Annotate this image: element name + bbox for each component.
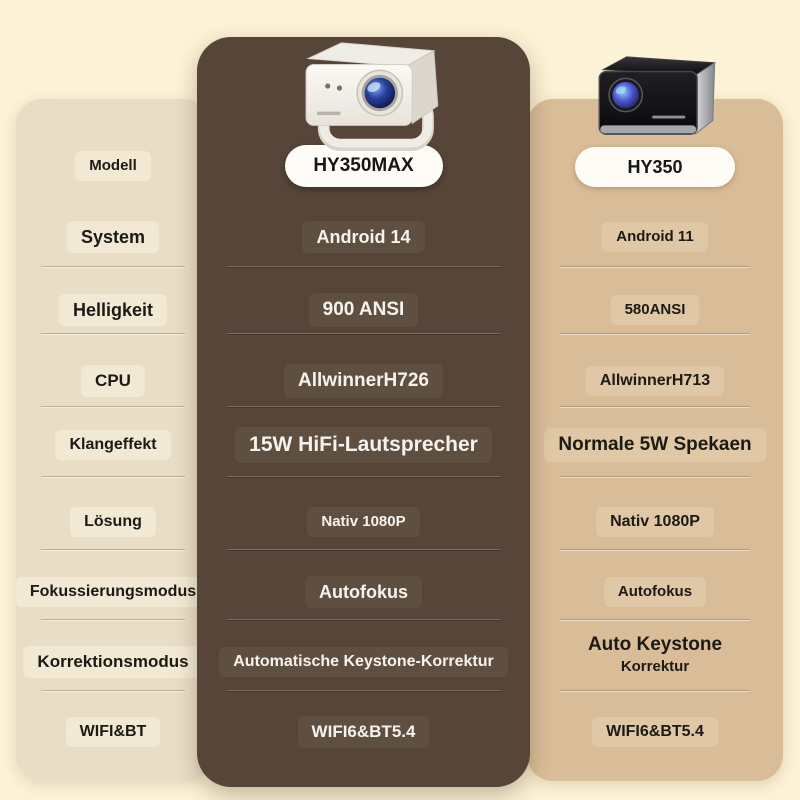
hy350-value-klangeffekt: Normale 5W Spekaen xyxy=(527,421,783,469)
row-divider xyxy=(41,549,185,550)
hy350max-value-fokussierungsmodus: Autofokus xyxy=(197,568,530,616)
row-divider xyxy=(560,476,749,477)
spec-label-system: System xyxy=(16,215,210,259)
row-divider xyxy=(227,333,500,334)
row-divider xyxy=(560,619,749,620)
row-divider xyxy=(41,476,185,477)
hy350max-projector-image xyxy=(283,33,453,151)
spec-label-helligkeit: Helligkeit xyxy=(16,288,210,332)
row-divider xyxy=(227,476,500,477)
spec-label-klangeffekt: Klangeffekt xyxy=(16,423,210,467)
spec-label-modell: Modell xyxy=(16,144,210,188)
spec-label-fokussierungsmodus: Fokussierungsmodus xyxy=(16,570,210,614)
projector-side-face xyxy=(695,63,715,134)
row-divider xyxy=(227,690,500,691)
spec-label-korrektionsmodus: Korrektionsmodus xyxy=(16,640,210,684)
hy350max-value-wifibt: WIFI6&BT5.4 xyxy=(197,708,530,756)
hy350-name-badge: HY350 xyxy=(575,147,735,187)
hy350-value-cpu: AllwinnerH713 xyxy=(527,357,783,405)
hy350-value-loesung: Nativ 1080P xyxy=(527,498,783,546)
brand-strip xyxy=(652,116,685,119)
spec-label-loesung: Lösung xyxy=(16,500,210,544)
row-divider xyxy=(560,406,749,407)
hy350-value-fokussierungsmodus: Autofokus xyxy=(527,568,783,616)
hy350max-value-korrektionsmodus: Automatische Keystone-Korrektur xyxy=(197,638,530,686)
row-divider xyxy=(41,619,185,620)
indicator-dot xyxy=(337,86,342,91)
hy350-value-korrektionsmodus: Auto Keystone Korrektur xyxy=(587,633,723,675)
spec-label-cpu: CPU xyxy=(16,359,210,403)
spec-label-wifibt: WIFI&BT xyxy=(16,710,210,754)
row-divider xyxy=(560,266,749,267)
projector-lens xyxy=(357,70,402,115)
silver-base-strip xyxy=(600,125,696,133)
hy350-value-helligkeit: 580ANSI xyxy=(527,286,783,334)
row-divider xyxy=(560,549,749,550)
hy350-projector-image xyxy=(592,52,722,142)
hy350max-value-loesung: Nativ 1080P xyxy=(197,498,530,546)
hy350max-value-system: Android 14 xyxy=(197,213,530,261)
row-divider xyxy=(227,549,500,550)
row-divider xyxy=(41,406,185,407)
hy350max-value-cpu: AllwinnerH726 xyxy=(197,357,530,405)
row-divider xyxy=(560,690,749,691)
row-divider xyxy=(227,266,500,267)
row-divider xyxy=(41,333,185,334)
hy350-column-panel xyxy=(527,99,783,781)
spec-labels-panel xyxy=(16,99,210,781)
hy350max-name-badge: HY350MAX xyxy=(285,145,443,187)
brand-strip xyxy=(317,112,341,115)
row-divider xyxy=(227,619,500,620)
hy350-value-system: Android 11 xyxy=(527,213,783,261)
row-divider xyxy=(41,690,185,691)
projector-lens xyxy=(609,78,642,111)
row-divider xyxy=(227,406,500,407)
indicator-dot xyxy=(325,84,330,89)
hy350max-value-helligkeit: 900 ANSI xyxy=(197,286,530,334)
row-divider xyxy=(41,266,185,267)
row-divider xyxy=(560,333,749,334)
hy350-value-wifibt: WIFI6&BT5.4 xyxy=(527,708,783,756)
hy350max-value-klangeffekt: 15W HiFi-Lautsprecher xyxy=(197,421,530,469)
